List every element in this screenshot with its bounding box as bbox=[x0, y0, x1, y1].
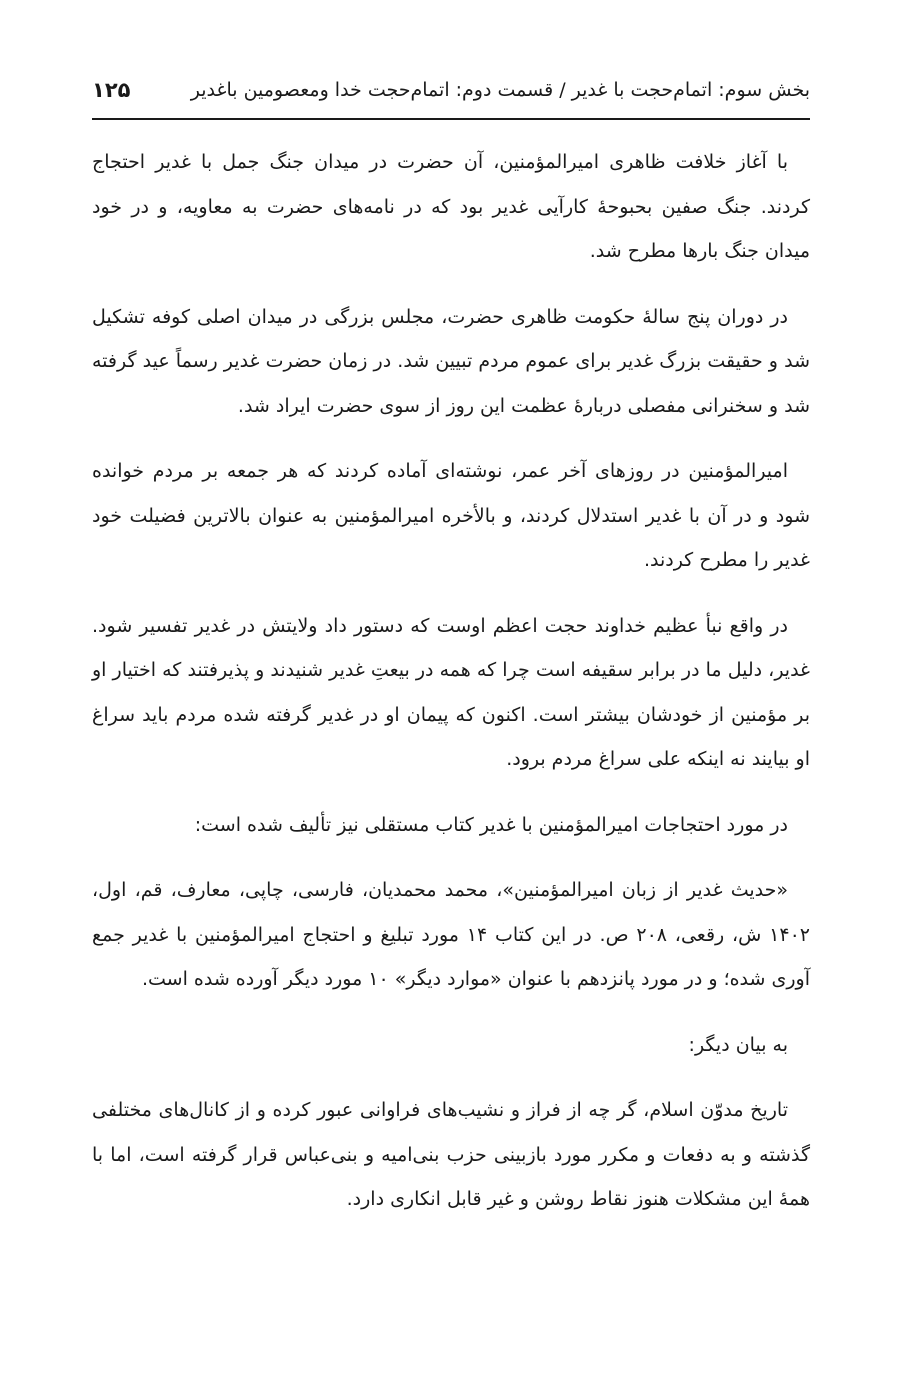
page-body bbox=[92, 140, 810, 1243]
citation-paragraph: «حدیث غدیر از زبان امیرالمؤمنین»، محمد محمدیان، فارسی، چاپی، معارف، قم، اول، ۱۴۰۲ ش، رقعی، ۲۰۸ ص. در این کتاب ۱۴ مورد تبلیغ و احتجاج امیرالمؤمنین با غدیر جمع آوری شده؛ و در مورد پانزدهم با عنوان «موارد دیگر» ۱۰ مورد دیگر آورده شده است. bbox=[92, 879, 810, 990]
running-header bbox=[92, 62, 810, 120]
paragraph-7: به بیان دیگر: bbox=[688, 1033, 788, 1056]
book-page bbox=[92, 0, 810, 1390]
paragraph-4: در واقع نبأ عظیم خداوند حجت اعظم اوست که دستور داد ولایتش در غدیر تفسیر شود. غدیر، دلیل ما در برابر سقیفه است چرا که همه در بیعتِ غدیر شنیدند و پذیرفتند که اختیار او بر مؤمنین از خودشان بیشتر است. اکنون که پیمان او در غدیر گرفته شده مردم باید سراغ او بیایند نه اینکه علی سراغ مردم برود. bbox=[92, 614, 810, 770]
paragraph-1: با آغاز خلافت ظاهری امیرالمؤمنین، آن حضرت در میدان جنگ جمل با غدیر احتجاج کردند. جنگ صفین بحبوحهٔ کارآیی غدیر بود که در نامه‌های حضرت به معاویه، و در خود میدان جنگ بارها مطرح شد. bbox=[92, 151, 810, 262]
paragraph-3: امیرالمؤمنین در روزهای آخر عمر، نوشته‌ای آماده کردند که هر جمعه بر مردم خوانده شود و در آن با غدیر استدلال کردند، و بالأخره امیرالمؤمنین به عنوان بالاترین فضیلت خود غدیر را مطرح کردند. bbox=[92, 460, 810, 571]
paragraph-8: تاریخ مدوّن اسلام، گر چه از فراز و نشیب‌های فراوانی عبور کرده و از کانال‌های مختلفی گذشته و به دفعات و مکرر مورد بازبینی حزب بنی‌امیه و بنی‌عباس قرار گرفته است، اما با همهٔ این مشکلات هنوز نقاط روشن و غیر قابل انکاری دارد. bbox=[92, 1099, 810, 1210]
header-title: بخش سوم: اتمام‌حجت با غدیر / قسمت دوم: اتمام‌حجت خدا ومعصومین باغدیر bbox=[190, 79, 810, 101]
paragraph-5: در مورد احتجاجات امیرالمؤمنین با غدیر کتاب مستقلی نیز تألیف شده است: bbox=[194, 813, 788, 836]
paragraph-2: در دوران پنج سالهٔ حکومت ظاهری حضرت، مجلس بزرگی در میدان اصلی کوفه تشکیل شد و حقیقت بزرگ غدیر برای عموم مردم تبیین شد. در زمان حضرت غدیر رسماً عید گرفته شد و سخنرانی مفصلی دربارهٔ عظمت این روز از سوی حضرت ایراد شد. bbox=[92, 305, 810, 417]
page-number: ۱۲۵ bbox=[92, 78, 131, 102]
